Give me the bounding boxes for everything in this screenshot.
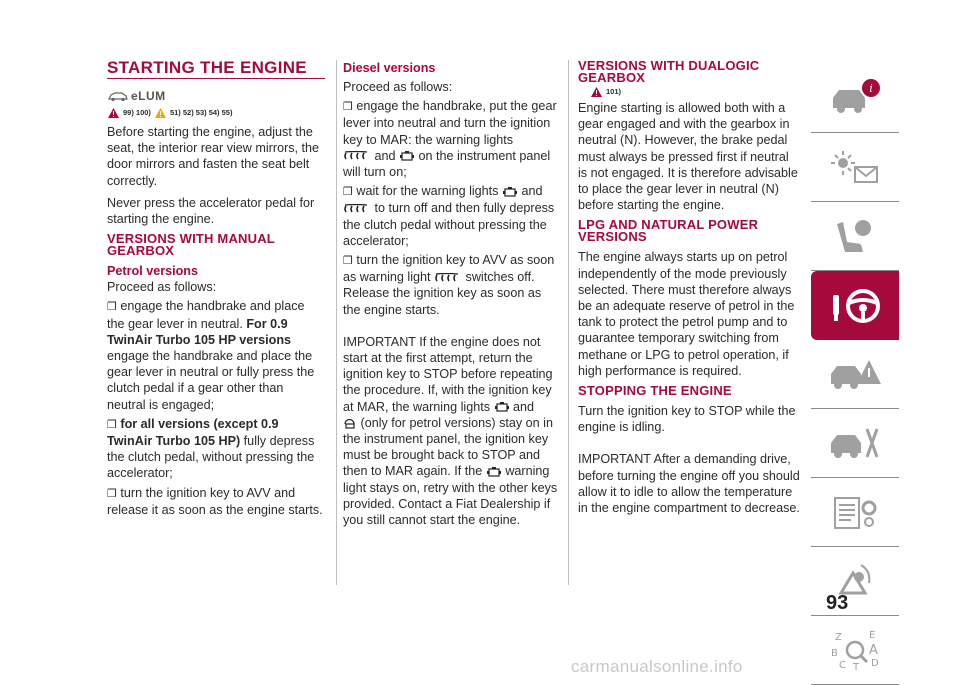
seat-airbag-icon: [825, 214, 885, 258]
bullet-clutch: ❒ for all versions (except 0.9 TwinAir Turbo 105 HP) fully depress the clutch pedal, without pressing the accelerator;: [107, 416, 315, 481]
tab-maintenance[interactable]: [811, 409, 899, 478]
bullet-wait-lights: ❒ wait for the warning lights and to turn off and then fully depress the clutch pedal without pressing the accelerator;: [343, 184, 555, 248]
tab-technical-specs[interactable]: [811, 478, 899, 547]
bullet-ignition-avv: ❒ turn the ignition key to AVV and release it as soon as the engine starts.: [107, 485, 323, 517]
bullet-handbrake: ❒ engage the handbrake and place the gear lever in neutral. For 0.9 TwinAir Turbo 105 HP versions engage the handbrake and place the gear lever in neutral or fully press the clutch pedal if a gear other than neutral is engaged;: [107, 299, 315, 412]
column-divider: [336, 60, 337, 585]
para-adjust-seat: Before starting the engine, adjust the seat, the interior rear view mirrors, the door mirrors and fasten the seat belt correctly.: [107, 125, 320, 188]
logo-text: eLUM: [131, 88, 166, 103]
brand-logo: [107, 87, 325, 105]
tab-warning-lights[interactable]: [811, 133, 899, 202]
bullet-ignition-avv: ❒ turn the ignition key to AVV as soon as warning light switches off. Release the ignition key as soon as the engine starts.: [343, 253, 555, 317]
heading-petrol-versions: Petrol versions: [107, 264, 198, 279]
warning-ref: 101): [578, 84, 800, 100]
heading-manual-gearbox: VERSIONS WITH MANUAL GEARBOX: [107, 231, 275, 259]
column-divider: [568, 60, 569, 585]
section-title-starting: STARTING THE ENGINE: [107, 58, 307, 77]
column-2: [343, 60, 558, 528]
svg-text:B: B: [831, 648, 838, 659]
svg-text:Z: Z: [835, 632, 842, 643]
bullet-marker-icon: ❒: [343, 186, 353, 199]
warning-triangle-icon: [107, 107, 120, 119]
car-logo-icon: [107, 90, 129, 102]
bullet-marker-icon: ❒: [107, 301, 117, 314]
car-tools-icon: [825, 421, 885, 465]
warning-ref-a: 99) 100): [123, 107, 151, 117]
para-dualogic-start: Engine starting is allowed both with a gear engaged and with the gearbox in neutral (N). However, the brake pedal must always be pressed first if neutral is not engaged. It is therefore advisable to place the gear lever in neutral (N) before starting the engine.: [578, 101, 798, 213]
svg-text:T: T: [853, 662, 860, 672]
svg-text:A: A: [869, 643, 878, 658]
engine-check-icon: [486, 466, 502, 478]
bullet-marker-icon: ❒: [343, 101, 353, 114]
svg-text:D: D: [871, 658, 879, 669]
heading-diesel-versions: Diesel versions: [343, 61, 436, 75]
caution-triangle-icon: [154, 107, 167, 119]
svg-text:i: i: [869, 82, 873, 95]
bullet-marker-icon: ❒: [107, 418, 117, 431]
para-proceed: Proceed as follows:: [107, 280, 217, 295]
car-accident-icon: [825, 352, 885, 396]
page-number: 93: [826, 592, 849, 614]
engine-check-icon: [502, 186, 518, 198]
bullet-handbrake-mar: ❒ engage the handbrake, put the gear lever into neutral and turn the ignition key to MAR: the warning lights and on the instrument panel will turn on;: [343, 99, 557, 180]
glow-plug-icon: [343, 204, 371, 214]
glow-plug-icon: [434, 273, 462, 283]
heading-lpg-natural-power: LPG AND NATURAL POWER VERSIONS: [578, 217, 759, 245]
bullet-marker-icon: ❒: [343, 255, 353, 268]
para-stop-idle: Turn the ignition key to STOP while the engine is idling.: [578, 404, 796, 435]
para-proceed: Proceed as follows:: [343, 80, 453, 94]
tab-emergency[interactable]: [811, 340, 899, 409]
tab-index[interactable]: [811, 616, 899, 685]
tab-dashboard-info[interactable]: [811, 64, 899, 133]
para-important-retry: IMPORTANT If the engine does not start at the first attempt, return the ignition key to STOP before repeating the procedure. If, with the ignition key at MAR, the warning lights and (only for petrol versions) stay on in the instrument panel, the ignition key must be brought back to STOP and then to MAR again. If the warning light stays on, retry with the other keys provided. Contact a Fiat Dealership if you still cannot start the engine.: [343, 334, 558, 528]
immobilizer-key-icon: [343, 418, 357, 430]
warning-triangle-icon: [590, 86, 603, 98]
car-info-icon: [825, 76, 885, 120]
svg-text:C: C: [839, 660, 846, 671]
tab-multimedia[interactable]: [811, 547, 899, 616]
heading-dualogic: VERSIONS WITH DUALOGIC GEARBOX: [578, 58, 760, 85]
specs-gear-icon: [825, 490, 885, 534]
warning-refs: [107, 105, 325, 121]
column-3: [578, 60, 800, 516]
para-lpg-petrol: The engine always starts up on petrol independently of the mode previously selected. There must therefore always be an adequate reserve of petrol in the tank to protect the petrol pump and to guarantee temporary switching from methane or LPG to petrol operation, if high performance is required.: [578, 250, 795, 378]
heading-stopping-engine: STOPPING THE ENGINE: [578, 383, 732, 399]
para-accelerator: Never press the accelerator pedal for starting the engine.: [107, 195, 315, 227]
column-1: [107, 60, 325, 518]
tab-safety[interactable]: [811, 202, 899, 271]
engine-check-icon: [399, 150, 415, 162]
key-steering-wheel-icon: [823, 283, 887, 329]
bullet-marker-icon: ❒: [107, 487, 117, 500]
warning-ref-b: 51) 52) 53) 54) 55): [169, 107, 233, 117]
svg-text:E: E: [869, 630, 876, 641]
glow-plug-icon: [343, 151, 371, 161]
para-important-idle: IMPORTANT After a demanding drive, before turning the engine off you should allow it to idle to allow the temperature in the engine compartment to decrease.: [578, 452, 800, 516]
chapter-sidebar: [811, 64, 899, 685]
watermark: carmanualsonline.info: [571, 657, 743, 676]
tab-starting-driving[interactable]: [811, 271, 899, 340]
index-letters-icon: [825, 628, 885, 672]
warning-lights-icon: [825, 145, 885, 189]
engine-check-icon: [494, 401, 510, 413]
